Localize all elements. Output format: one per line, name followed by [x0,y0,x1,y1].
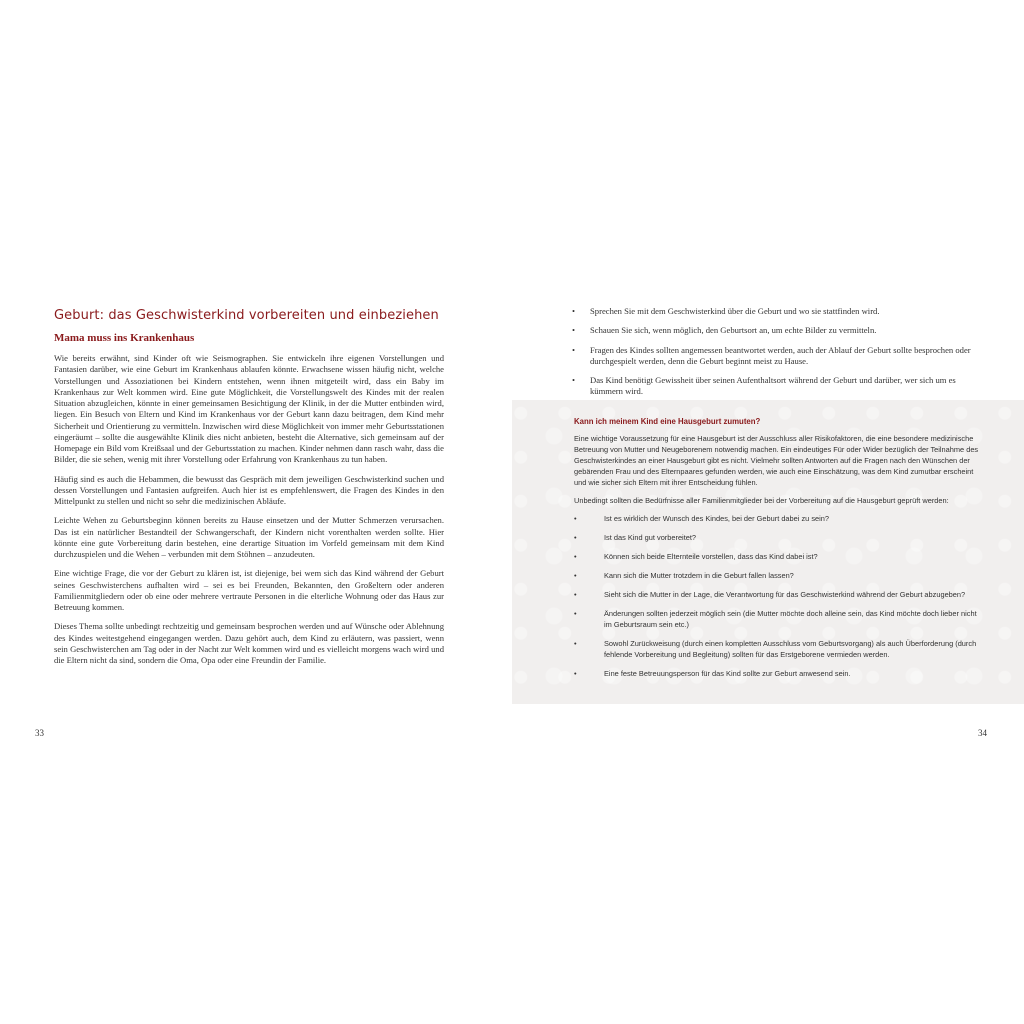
list-item: • Schauen Sie sich, wenn möglich, den Geburtsort an, um echte Bilder zu vermitteln. [572,325,877,336]
paragraph: Wie bereits erwähnt, sind Kinder oft wie Seismographen. Sie entwickeln ihre eigenen Vorstellungen und Fantasien darüber, wie eine Geburt im Krankenhaus ablaufen könnte. Erwachsene wissen häufig nicht, welche Vorstellungen und Assoziationen bei Kindern entstehen, wenn ihnen mitgeteilt wird, dass ein Baby im Krankenhaus zur Welt kommen wird. Eine gute Möglichkeit, die Vorstellungswelt des Kindes mit der realen Situation abzugleichen, könnte in einer gemeinsamen Besichtigung der Klinik, in der die Mutter entbinden wird, liegen. Ein Besuch von Eltern und Kind im Krankenhaus vor der Geburt kann dazu beitragen, dem Kind mehr Sicherheit und Orientierung zu vermitteln. Inzwischen wird diese Möglichkeit von immer mehr Geburtsstationen eingeräumt – sollte die ausgewählte Klinik dies nicht anbieten, besteht die Alternative, sich gemeinsam auf der Homepage ein Bild vom Kreißsaal und der Geburtsstation zu machen. Kinder nehmen dann rasch wahr, dass die Bilder, die sie sehen, wenig mit ihrer Vorstellung oder Erfahrung von Krankenhaus zu tun haben. [54,353,444,465]
bullet-icon: • [574,533,577,542]
info-box-lead: Unbedingt sollten die Bedürfnisse aller Familienmitglieder bei der Vorbereitung auf die Hausgeburt geprüft werden: [574,496,949,505]
summary-bullet-list [572,306,977,406]
paragraph: Leichte Wehen zu Geburtsbeginn können bereits zu Hause einsetzen und der Mutter Schmerzen verursachen. Das ist ein natürlicher Bestandteil der Schwangerschaft, der Kindern nicht vorenthalten werden sollte. Hier könnte eine gute Vorbereitung darin bestehen, eine derartige Situation im Vorfeld gemeinsam mit dem Kind durchzuspielen und die Wehen – verbunden mit dem Stöhnen – anzudeuten. [54,515,444,559]
list-item: • Sprechen Sie mit dem Geschwisterkind über die Geburt und wo sie stattfinden wird. [572,306,880,316]
bullet-icon: • [574,669,577,678]
bullet-icon: • [574,590,577,599]
bullet-icon: • [572,325,576,336]
chapter-title: Geburt: das Geschwisterkind vorbereiten und einbeziehen [54,308,439,323]
list-item: • Können sich beide Elternteile vorstellen, dass das Kind dabei ist? [574,552,818,561]
page-number-left: 33 [35,728,44,738]
list-item: • Kann sich die Mutter trotzdem in die Geburt fallen lassen? [574,571,794,580]
paragraph: Häufig sind es auch die Hebammen, die bewusst das Gespräch mit dem jeweiligen Geschwisterkind suchen und dessen Vorstellungen und Fantasien aufgreifen. Auch hier ist es empfehlenswert, die Fragen des Kindes in den Mittelpunkt zu stellen und nicht so sehr die medizinischen Abläufe. [54,473,444,506]
list-item: • Fragen des Kindes sollten angemessen beantwortet werden, auch der Ablauf der Geburt sollte besprochen oder durchgespielt werden, denn die Geburt beginnt meist zu Hause. [572,344,971,366]
bullet-icon: • [572,344,576,355]
bullet-icon: • [574,571,577,580]
bullet-icon: • [574,552,577,561]
list-item: • Sieht sich die Mutter in der Lage, die Verantwortung für das Geschwisterkind während der Geburt abzugeben? [574,590,966,599]
bullet-icon: • [572,375,576,385]
section-subtitle: Mama muss ins Krankenhaus [54,332,195,344]
bullet-icon: • [572,306,576,316]
info-box-title: Kann ich meinem Kind eine Hausgeburt zumuten? [574,417,761,426]
body-text [54,353,444,674]
info-box-list [574,513,979,679]
list-item: • Ist es wirklich der Wunsch des Kindes, bei der Geburt dabei zu sein? [574,514,829,523]
info-box-intro: Eine wichtige Voraussetzung für eine Hausgeburt ist der Ausschluss aller Risikofaktoren, die eine besondere medizinische Betreuung von Mutter und Neugeborenem notwendig machen. Ein eindeutiges Für oder Wider bezüglich der Teilnahme des Geschwisterkindes an einer Hausgeburt gibt es nicht. Vielmehr sollten Antworten auf die Fragen nach den Wünschen der gebärenden Frau und des Elternpaares gefunden werden, wie auch eine Einschätzung, was dem Kind zumutbar erscheint und wie sicher sich Eltern mit ihrer Entscheidung fühlen. [574,434,979,487]
bullet-icon: • [574,514,577,523]
list-item: • Änderungen sollten jederzeit möglich sein (die Mutter möchte doch alleine sein, das Kind möchte doch lieber nicht im Geburtsraum sein etc.) [574,609,977,629]
bullet-icon: • [574,639,577,648]
list-item: • Ist das Kind gut vorbereitet? [574,533,697,542]
info-box [512,400,1024,704]
bullet-icon: • [574,609,577,618]
list-item: • Das Kind benötigt Gewissheit über seinen Aufenthaltsort während der Geburt und darüber, wer sich um es kümmern wird. [572,375,956,397]
info-box-content [574,416,979,687]
paragraph: Eine wichtige Frage, die vor der Geburt zu klären ist, ist diejenige, bei wem sich das Kind während der Geburt seines Geschwisterchens aufhalten wird – sei es bei Freunden, Bekannten, den Großeltern oder anderen Familienmitgliedern oder ob eine oder mehrere vertraute Personen in die elterliche Wohnung oder das Haus zur Betreuung kommen. [54,568,444,612]
list-item: • Eine feste Betreuungsperson für das Kind sollte zur Geburt anwesend sein. [574,669,851,678]
page-number-right: 34 [978,728,987,738]
paragraph: Dieses Thema sollte unbedingt rechtzeitig und gemeinsam besprochen werden und auf Wünsche oder Ablehnung des Kindes weitestgehend eingegangen werden. Dazu gehört auch, dem Kind zu erläutern, was passiert, wenn sein Geschwisterchen am Tag oder in der Nacht zur Welt kommen wird und es vielleicht morgens wach wird und die Eltern nicht da sind, sondern die Oma, Opa oder eine Freundin der Familie. [54,621,444,665]
list-item: • Sowohl Zurückweisung (durch einen kompletten Ausschluss vom Geburtsvorgang) als auch Überforderung (durch fehlende Vorbereitung und Begleitung) sollten für das Erstgeborene vermieden werden. [574,639,977,659]
